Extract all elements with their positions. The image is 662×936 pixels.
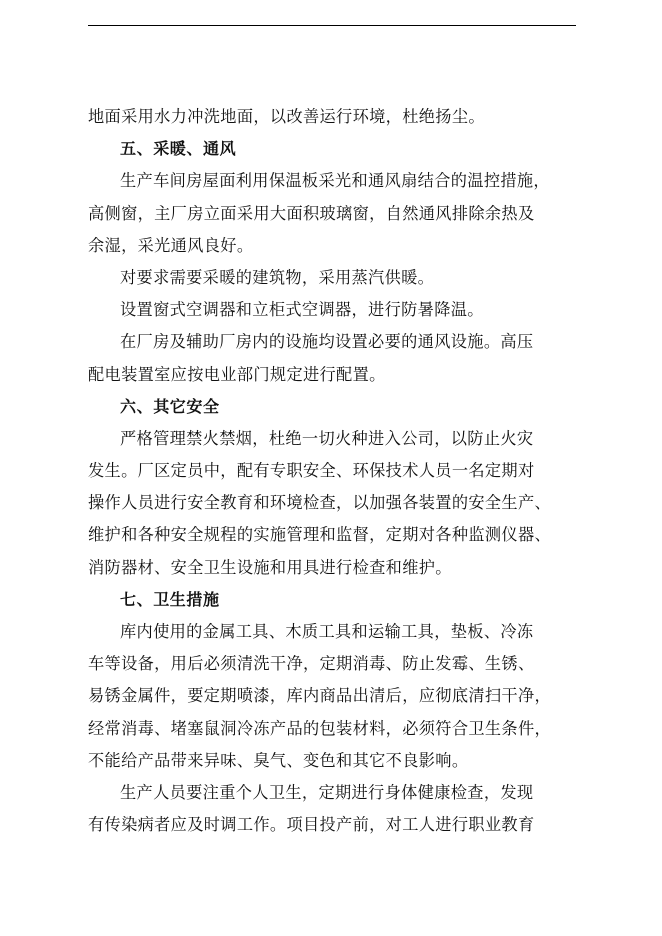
paragraph-line: 易锈金属件，要定期喷漆，库内商品出清后，应彻底清扫干净， [88, 686, 552, 706]
paragraph-line: 消防器材、安全卫生设施和用具进行检查和维护。 [88, 557, 452, 577]
paragraph-line: 地面采用水力冲洗地面，以改善运行环境，杜绝扬尘。 [88, 107, 485, 126]
paragraph-line: 严格管理禁火禁烟，杜绝一切火种进入公司，以防止火灾 [120, 428, 534, 448]
section-heading-heating-ventilation: 五、采暖、通风 [120, 139, 237, 159]
paragraph-line: 对要求需要采暖的建筑物，采用蒸汽供暖。 [120, 267, 435, 287]
paragraph-line: 有传染病者应及时调工作。项目投产前，对工人进行职业教育 [88, 815, 535, 835]
section-heading-hygiene-measures: 七、卫生措施 [120, 589, 220, 609]
paragraph-line: 经常消毒、堵塞鼠洞冷冻产品的包装材料，必须符合卫生条件， [88, 718, 552, 738]
header-rule [88, 25, 576, 26]
paragraph-line: 发生。厂区定员中，配有专职安全、环保技术人员一名定期对 [88, 461, 535, 481]
paragraph-line: 配电装置室应按电业部门规定进行配置。 [88, 364, 386, 384]
paragraph-line: 操作人员进行安全教育和环境检查，以加强各装置的安全生产、 [88, 493, 552, 513]
paragraph-line: 库内使用的金属工具、木质工具和运输工具，垫板、冷冻 [120, 622, 534, 641]
paragraph-line: 高侧窗，主厂房立面采用大面积玻璃窗，自然通风排除余热及 [88, 203, 535, 223]
paragraph-line: 生产车间房屋面利用保温板采光和通风扇结合的温控措施， [120, 171, 550, 191]
paragraph-line: 生产人员要注重个人卫生，定期进行身体健康检查，发现 [120, 782, 534, 802]
paragraph-line: 不能给产品带来异味、臭气、变色和其它不良影响。 [88, 750, 469, 770]
paragraph-line: 维护和各种安全规程的实施管理和监督，定期对各种监测仪器、 [88, 525, 552, 545]
document-body [88, 101, 588, 841]
section-heading-other-safety: 六、其它安全 [120, 396, 220, 416]
paragraph-line: 在厂房及辅助厂房内的设施均设置必要的通风设施。高压 [120, 332, 534, 352]
paragraph-line: 车等设备，用后必须清洗干净，定期消毒、防止发霉、生锈、 [88, 654, 535, 674]
paragraph-line: 余湿，采光通风良好。 [88, 235, 254, 255]
paragraph-line: 设置窗式空调器和立柜式空调器，进行防暑降温。 [120, 300, 484, 320]
